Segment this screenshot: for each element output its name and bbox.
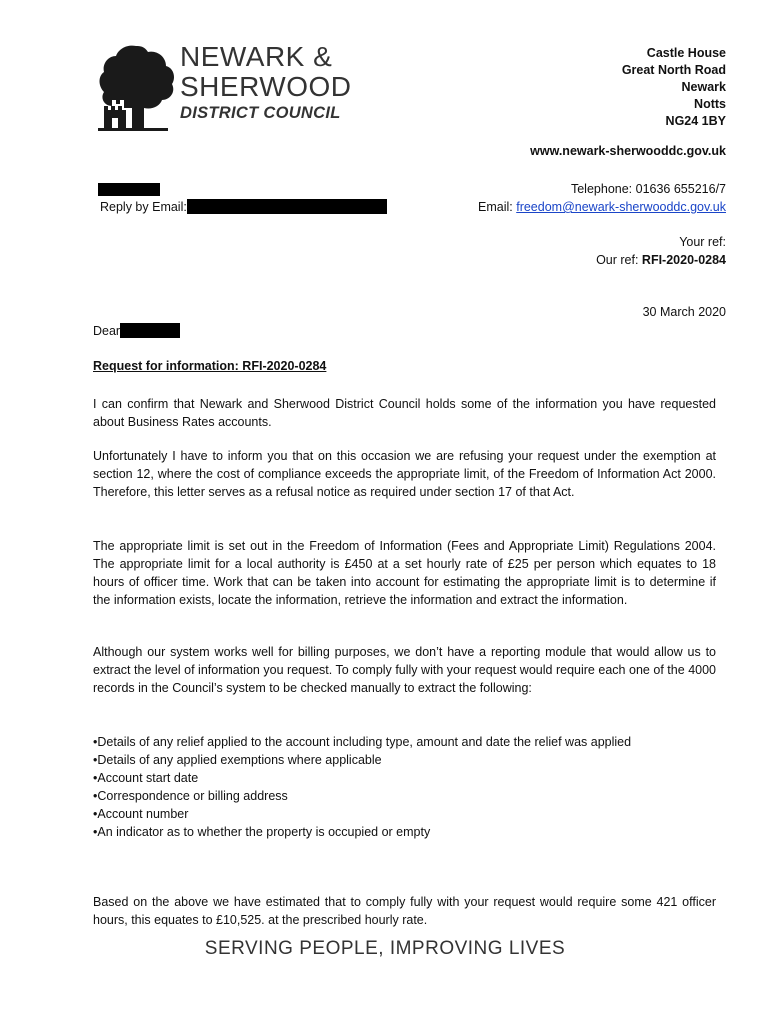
telephone: Telephone: 01636 655216/7 [570,182,726,196]
list-item: • Account number [93,805,693,823]
council-address [622,45,726,130]
references [596,233,726,269]
logo-line-2: SHERWOOD [180,71,352,102]
paragraph-5: Based on the above we have estimated that to comply fully with your request would require some 421 officer hours, this equates to £10,525. at the prescribed hourly rate. [93,895,716,927]
logo-line-1: NEWARK & [180,41,333,72]
our-ref-label: Our ref: [596,253,642,267]
redacted-email [187,199,387,214]
website: www.newark-sherwooddc.gov.uk [530,144,726,158]
email-link[interactable]: freedom@newark-sherwooddc.gov.uk [516,200,726,214]
list-item: • Correspondence or billing address [93,787,693,805]
paragraph-3: The appropriate limit is set out in the Freedom of Information (Fees and Appropriate Limit) Regulations 2004. The appropriate limit for a local authority is £450 at a set hourly rate of £25 per person which equates to 18 hours of officer time. Work that can be taken into account for estimating the appropriate limit is to determine if the information exists, locate the information, retrieve the information and extract the information. [93,539,716,607]
our-ref-value: RFI-2020-0284 [641,253,726,267]
address-line-1: Castle House [646,46,726,60]
your-ref: Your ref: [679,235,726,249]
paragraph-1: I can confirm that Newark and Sherwood District Council holds some of the information you have requested about Business Rates accounts. [93,397,716,429]
council-logo [96,42,356,132]
list-item: • Account start date [93,769,693,787]
logo-line-3: DISTRICT COUNCIL [180,104,341,122]
reply-by-email [100,199,387,214]
footer-slogan: SERVING PEOPLE, IMPROVING LIVES [204,938,566,959]
letter-date: 30 March 2020 [642,305,726,319]
paragraph-2: Unfortunately I have to inform you that on this occasion we are refusing your request under the exemption at section 12, where the cost of compliance exceeds the appropriate limit, of the Freedom of Information Act 2000. Therefore, this letter serves as a refusal notice as required under section 17 of that Act. [93,449,716,499]
bullet-list [93,733,693,841]
salutation-text: Dear [93,324,121,338]
contact-block [478,180,726,216]
list-item: • Details of any applied exemptions where applicable [93,751,693,769]
salutation [93,323,180,338]
address-line-4: Notts [694,97,726,111]
address-line-2: Great North Road [621,63,726,77]
our-ref-line [596,251,726,269]
email-label: Email: [478,200,517,214]
tree-castle-icon [96,42,178,132]
address-line-3: Newark [681,80,726,94]
email-line [478,198,726,216]
list-item: • Details of any relief applied to the account including type, amount and date the relief was applied [93,733,693,751]
subject-heading: Request for information: RFI-2020-0284 [93,359,327,373]
redacted-salutation-name [120,323,180,338]
address-line-5: NG24 1BY [665,114,726,128]
redacted-recipient-name [98,183,160,196]
list-item: • An indicator as to whether the property is occupied or empty [93,823,693,841]
reply-label: Reply by Email: [100,200,187,214]
paragraph-4: Although our system works well for billing purposes, we don’t have a reporting module that would allow us to extract the level of information you request. To comply fully with your request would require each one of the 4000 records in the Council’s system to be checked manually to extract the following: [93,645,716,695]
